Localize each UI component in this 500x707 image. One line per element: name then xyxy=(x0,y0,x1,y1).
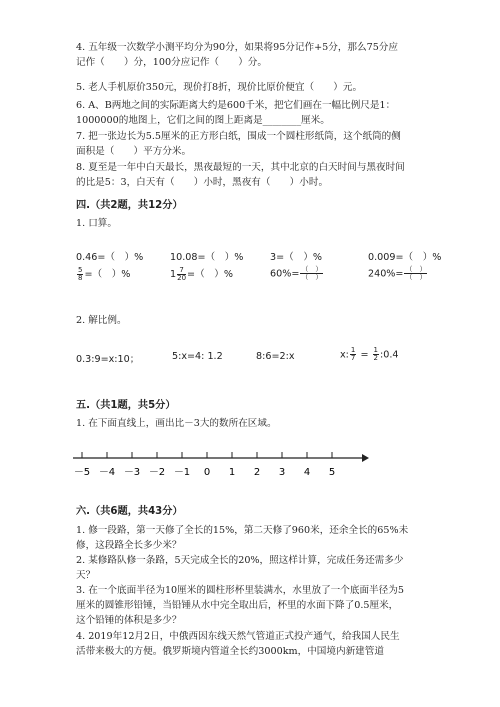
text-line: 5. 老人手机原价350元，现价打8折，现价比原价便宜（ ）元。 xyxy=(76,82,363,93)
text-line: 修，这段路全长多少米？ xyxy=(76,540,182,551)
text-line: 记作（ ）分，100分应记作（ ）分。 xyxy=(76,57,267,68)
calc-item: 0.46=（ ）% xyxy=(76,252,144,263)
text-line: 2. 某修路队修一条路，5天完成全长的20%，照这样计算，完成任务还需多少 xyxy=(76,555,404,566)
calc-item: 1 $\frac{7}{20}$ =（ ）% xyxy=(170,265,233,282)
question-title: 1. 在下面直线上，画出比－3大的数所在区域。 xyxy=(76,418,277,429)
number-line-label: 2 xyxy=(253,467,261,478)
text-line: 活带来极大的方便。俄罗斯境内管道全长约3000km，中国境内新建管道 xyxy=(76,646,384,657)
calc-item: 10.08=（ ）% xyxy=(170,252,244,263)
text-line: 1. 修一段路，第一天修了全长的15%，第二天修了960米，还余全长的65%未 xyxy=(76,525,409,536)
arrow-icon xyxy=(362,454,369,462)
proportion-item: x: $\frac{1}{7}$ = $\frac{1}{2}$ :0.4 xyxy=(340,346,399,362)
text-line: 6. A、B两地之间的实际距离大约是600千米，把它们画在一幅比例尺是1： xyxy=(76,100,396,111)
text-line: 4. 2019年12月2日，中俄西因东线天然气管道正式投产通气，给我国人民生 xyxy=(76,631,400,642)
text-line: 1000000的地图上，它们之间的图上距离是________厘米。 xyxy=(76,115,330,126)
text-line: 7. 把一张边长为5.5厘米的正方形白纸，围成一个圆柱形纸筒，这个纸筒的侧 xyxy=(76,131,401,142)
proportion-item: 8:6=2:x xyxy=(256,351,295,362)
number-line-label: 3 xyxy=(278,467,286,478)
text-line: 这个铅锤的体积是多少？ xyxy=(76,615,182,626)
text-line: 天？ xyxy=(76,570,96,581)
question-title: 1. 口算。 xyxy=(76,218,117,229)
section-heading: 四.（共2题，共12分） xyxy=(76,200,183,211)
text-line: 4. 五年级一次数学小测平均分为90分，如果将95分记作+5分，那么75分应 xyxy=(76,42,398,53)
text-line: 8. 夏至是一年中白天最长，黑夜最短的一天，其中北京的白天时间与黑夜时间 xyxy=(76,162,405,173)
proportion-item: 0.3:9=x:10； xyxy=(76,354,140,365)
number-line-label: 5 xyxy=(328,467,336,478)
text-line: 厘米的圆锥形铅锤，当铅锤从水中完全取出后，杯里的水面下降了0.5厘米， xyxy=(76,600,399,611)
section-heading: 六.（共6题，共43分） xyxy=(76,506,183,517)
number-line xyxy=(70,448,370,482)
calc-item: $\frac{5}{8}$ =（ ）% xyxy=(78,265,131,282)
text-line: 的比是5：3，白天有（ ）小时，黑夜有（ ）小时。 xyxy=(76,177,329,188)
number-line-label: 0 xyxy=(203,467,211,478)
number-line-label: －4 xyxy=(98,467,116,478)
question-title: 2. 解比例。 xyxy=(76,315,127,326)
number-line-label: －5 xyxy=(73,467,91,478)
number-line-label: －3 xyxy=(123,467,141,478)
number-line-label: －2 xyxy=(148,467,166,478)
text-line: 面积是（ ）平方分米。 xyxy=(76,146,192,157)
calc-item: 60%= $\frac{( )}{( )}$ xyxy=(270,265,323,281)
calc-item: 0.009=（ ）% xyxy=(368,252,442,263)
number-line-label: －1 xyxy=(173,467,191,478)
number-line-label: 1 xyxy=(228,467,236,478)
calc-item: 3=（ ）% xyxy=(270,252,323,263)
number-line-label: 4 xyxy=(303,467,311,478)
proportion-item: 5:x=4: 1.2 xyxy=(172,351,223,362)
calc-item: 240%= $\frac{( )}{( )}$ xyxy=(368,265,427,281)
section-heading: 五.（共1题，共5分） xyxy=(76,400,176,411)
text-line: 3. 在一个底面半径为10厘米的圆柱形杯里装满水，水里放了一个底面半径为5 xyxy=(76,585,404,596)
